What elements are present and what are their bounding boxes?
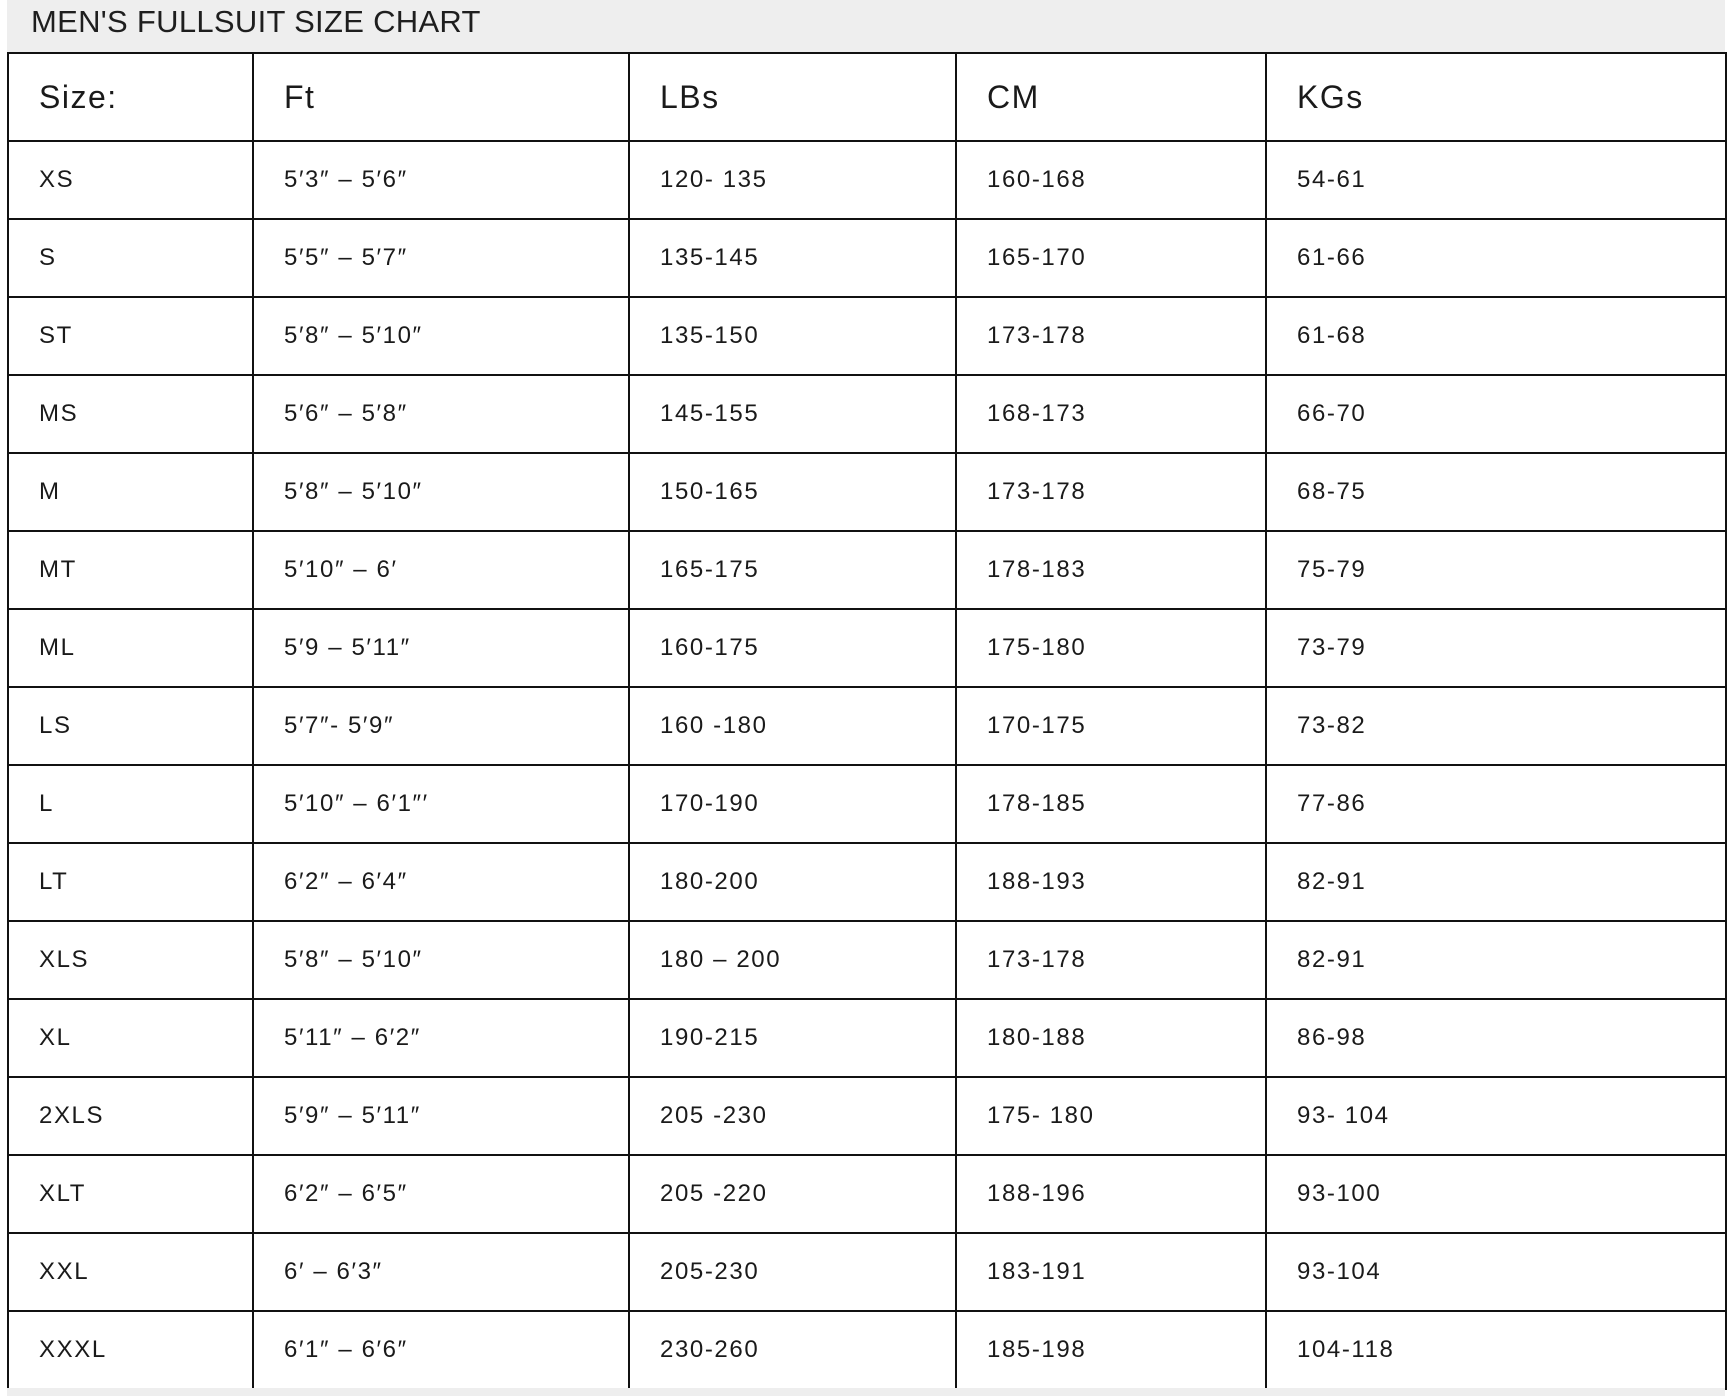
table-cell-height-cm: 165-170 <box>956 219 1266 297</box>
column-header-height-cm: CM <box>956 53 1266 141</box>
table-cell-height-ft: 5′8″ – 5′10″ <box>253 297 629 375</box>
table-cell-size: XLS <box>8 921 253 999</box>
column-header-weight-kgs: KGs <box>1266 53 1726 141</box>
table-row <box>8 297 1726 375</box>
table-cell-weight-lbs: 190-215 <box>629 999 956 1077</box>
table-cell-weight-lbs: 135-145 <box>629 219 956 297</box>
table-cell-weight-kgs: 73-79 <box>1266 609 1726 687</box>
table-cell-weight-lbs: 205 -220 <box>629 1155 956 1233</box>
title-bar <box>7 0 1725 53</box>
bottom-strip <box>7 1388 1725 1396</box>
table-cell-weight-kgs: 82-91 <box>1266 843 1726 921</box>
table-cell-size: 2XLS <box>8 1077 253 1155</box>
column-header-weight-lbs: LBs <box>629 53 956 141</box>
table-cell-size: XLT <box>8 1155 253 1233</box>
table-cell-size: M <box>8 453 253 531</box>
table-cell-size: XS <box>8 141 253 219</box>
table-cell-height-ft: 5′6″ – 5′8″ <box>253 375 629 453</box>
table-cell-weight-kgs: 77-86 <box>1266 765 1726 843</box>
table-cell-height-cm: 173-178 <box>956 297 1266 375</box>
table-header-row <box>8 53 1726 141</box>
table-cell-weight-kgs: 61-68 <box>1266 297 1726 375</box>
table-cell-weight-lbs: 160 -180 <box>629 687 956 765</box>
table-cell-weight-lbs: 170-190 <box>629 765 956 843</box>
table-cell-height-ft: 6′1″ – 6′6″ <box>253 1311 629 1389</box>
table-row <box>8 1311 1726 1389</box>
table-cell-height-cm: 173-178 <box>956 921 1266 999</box>
table-row <box>8 765 1726 843</box>
table-cell-height-cm: 180-188 <box>956 999 1266 1077</box>
table-cell-height-cm: 160-168 <box>956 141 1266 219</box>
table-cell-weight-lbs: 205-230 <box>629 1233 956 1311</box>
table-cell-weight-kgs: 66-70 <box>1266 375 1726 453</box>
table-cell-height-cm: 185-198 <box>956 1311 1266 1389</box>
table-row <box>8 219 1726 297</box>
table-cell-weight-kgs: 75-79 <box>1266 531 1726 609</box>
table-row <box>8 375 1726 453</box>
table-row <box>8 1233 1726 1311</box>
table-cell-height-ft: 6′2″ – 6′4″ <box>253 843 629 921</box>
table-row <box>8 843 1726 921</box>
table-row <box>8 687 1726 765</box>
table-row <box>8 609 1726 687</box>
table-cell-height-ft: 6′ – 6′3″ <box>253 1233 629 1311</box>
table-cell-height-cm: 170-175 <box>956 687 1266 765</box>
table-cell-weight-lbs: 180-200 <box>629 843 956 921</box>
table-row <box>8 1077 1726 1155</box>
table-cell-size: ST <box>8 297 253 375</box>
table-cell-weight-kgs: 104-118 <box>1266 1311 1726 1389</box>
table-cell-weight-kgs: 93-100 <box>1266 1155 1726 1233</box>
table-cell-weight-lbs: 135-150 <box>629 297 956 375</box>
table-cell-height-cm: 183-191 <box>956 1233 1266 1311</box>
table-cell-height-cm: 178-185 <box>956 765 1266 843</box>
table-cell-height-ft: 5′5″ – 5′7″ <box>253 219 629 297</box>
table-row <box>8 1155 1726 1233</box>
table-cell-height-cm: 188-196 <box>956 1155 1266 1233</box>
table-cell-height-cm: 175- 180 <box>956 1077 1266 1155</box>
table-cell-size: XXXL <box>8 1311 253 1389</box>
table-cell-weight-lbs: 120- 135 <box>629 141 956 219</box>
table-cell-weight-lbs: 160-175 <box>629 609 956 687</box>
table-row <box>8 141 1726 219</box>
column-header-size: Size: <box>8 53 253 141</box>
table-cell-weight-lbs: 165-175 <box>629 531 956 609</box>
table-cell-height-ft: 5′8″ – 5′10″ <box>253 453 629 531</box>
table-cell-weight-lbs: 150-165 <box>629 453 956 531</box>
table-row <box>8 453 1726 531</box>
table-cell-weight-kgs: 73-82 <box>1266 687 1726 765</box>
table-cell-weight-lbs: 205 -230 <box>629 1077 956 1155</box>
table-cell-weight-kgs: 54-61 <box>1266 141 1726 219</box>
table-cell-weight-lbs: 145-155 <box>629 375 956 453</box>
column-header-height-ft: Ft <box>253 53 629 141</box>
table-cell-height-ft: 5′9 – 5′11″ <box>253 609 629 687</box>
table-cell-weight-kgs: 68-75 <box>1266 453 1726 531</box>
size-chart-table-container <box>7 52 1725 1390</box>
table-cell-weight-lbs: 180 – 200 <box>629 921 956 999</box>
table-cell-size: XL <box>8 999 253 1077</box>
table-body <box>8 141 1726 1389</box>
table-cell-weight-lbs: 230-260 <box>629 1311 956 1389</box>
table-row <box>8 921 1726 999</box>
table-cell-weight-kgs: 86-98 <box>1266 999 1726 1077</box>
size-chart-table <box>7 52 1727 1390</box>
table-cell-size: MS <box>8 375 253 453</box>
table-row <box>8 999 1726 1077</box>
table-cell-height-cm: 188-193 <box>956 843 1266 921</box>
table-cell-height-ft: 5′7″- 5′9″ <box>253 687 629 765</box>
table-cell-weight-kgs: 82-91 <box>1266 921 1726 999</box>
table-cell-height-cm: 175-180 <box>956 609 1266 687</box>
table-cell-height-ft: 5′8″ – 5′10″ <box>253 921 629 999</box>
table-cell-size: LS <box>8 687 253 765</box>
table-cell-height-cm: 178-183 <box>956 531 1266 609</box>
table-cell-weight-kgs: 61-66 <box>1266 219 1726 297</box>
page-title: MEN'S FULLSUIT SIZE CHART <box>31 4 481 39</box>
table-cell-height-ft: 5′10″ – 6′ <box>253 531 629 609</box>
table-cell-height-cm: 168-173 <box>956 375 1266 453</box>
table-cell-size: S <box>8 219 253 297</box>
table-cell-size: LT <box>8 843 253 921</box>
table-cell-size: XXL <box>8 1233 253 1311</box>
table-cell-weight-kgs: 93-104 <box>1266 1233 1726 1311</box>
table-cell-size: L <box>8 765 253 843</box>
table-cell-height-ft: 5′10″ – 6′1″′ <box>253 765 629 843</box>
table-cell-height-cm: 173-178 <box>956 453 1266 531</box>
table-cell-height-ft: 6′2″ – 6′5″ <box>253 1155 629 1233</box>
table-cell-height-ft: 5′11″ – 6′2″ <box>253 999 629 1077</box>
table-cell-size: ML <box>8 609 253 687</box>
table-row <box>8 531 1726 609</box>
table-cell-weight-kgs: 93- 104 <box>1266 1077 1726 1155</box>
table-cell-size: MT <box>8 531 253 609</box>
table-cell-height-ft: 5′3″ – 5′6″ <box>253 141 629 219</box>
table-cell-height-ft: 5′9″ – 5′11″ <box>253 1077 629 1155</box>
